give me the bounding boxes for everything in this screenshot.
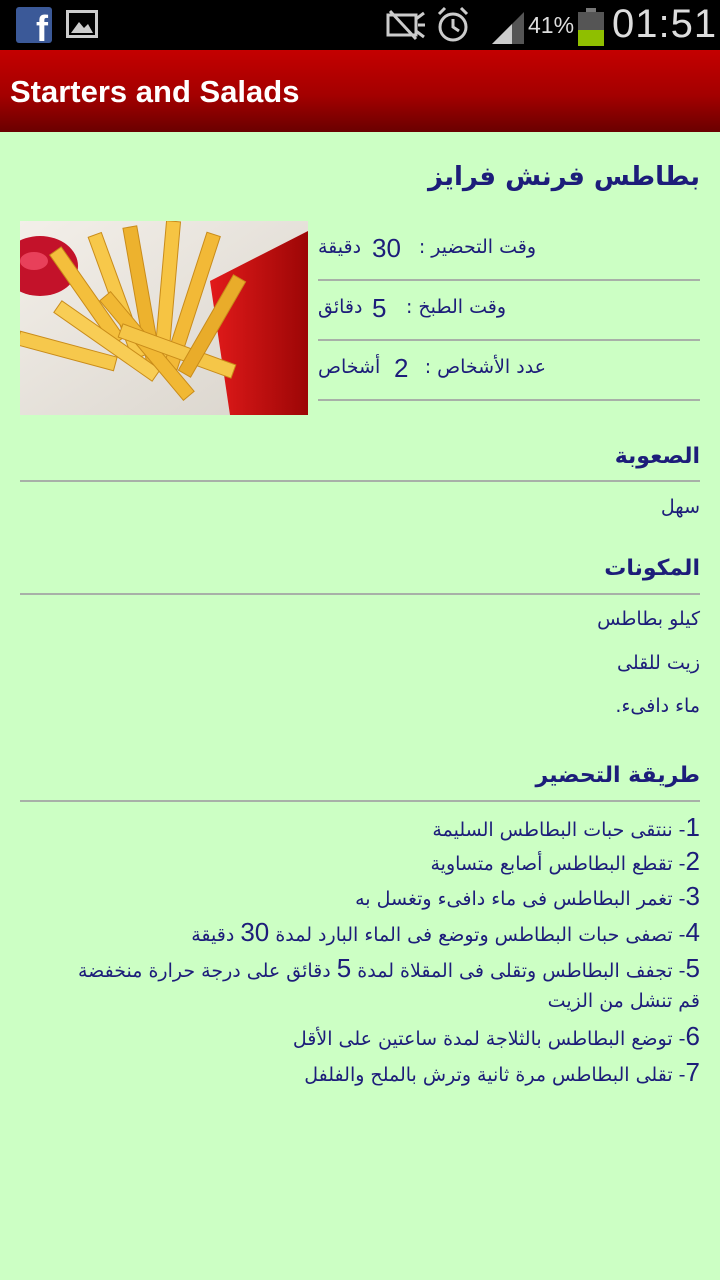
battery-icon [578,8,604,46]
prep-time-label: وقت التحضير : [418,236,536,258]
step-number: 6 [685,1021,700,1051]
gallery-icon [66,10,98,38]
method-step [430,846,700,877]
recipe-photo [20,221,308,415]
clock: 01:51 [612,2,718,46]
ingredient-item: ماء دافىء. [615,695,700,717]
cook-time-unit: دقائق [318,296,363,318]
difficulty-value: سهل [660,496,700,518]
prep-time-value: 30 [372,233,401,263]
mute-icon [384,9,426,41]
ingredient-item: كيلو بطاطس [597,608,700,630]
divider [20,593,700,595]
step-text-tail: دقيقة [191,924,235,946]
recipe-content[interactable] [0,132,720,1280]
method-step [304,1057,700,1088]
step-text: - تقطع البطاطس أصابع متساوية [430,853,686,875]
method-step [191,917,700,948]
step-number: 1 [685,812,700,842]
step-text: - تجفف البطاطس وتقلى فى المقلاة لمدة [357,960,686,982]
step-text-tail: دقائق على درجة حرارة منخفضة [77,960,331,982]
method-step [432,812,700,843]
difficulty-heading: الصعوبة [614,444,700,469]
step-inline-number: 30 [240,917,270,947]
signal-icon [490,10,524,44]
step-number: 3 [685,881,700,911]
step-text: قم تنشل من الزيت [547,990,700,1012]
divider [20,800,700,802]
ingredients-heading: المكونات [604,556,700,581]
method-step [293,1021,700,1052]
cook-time-value: 5 [372,293,387,323]
step-text: - تغمر البطاطس فى ماء دافىء وتغسل به [355,888,686,910]
alarm-icon [436,6,470,44]
method-step [355,881,700,912]
prep-time-unit: دقيقة [318,236,362,258]
step-inline-number: 5 [336,953,352,983]
servings-row [318,341,700,401]
method-step-continued [548,990,700,1012]
step-number: 2 [685,846,700,876]
method-step [78,953,700,984]
facebook-icon: f [16,7,52,43]
prep-time-row [318,221,700,281]
action-bar [0,50,720,132]
cook-time-label: وقت الطبخ : [405,296,506,318]
battery-percent: 41% [528,12,575,38]
servings-unit: أشخاص [318,356,381,378]
app-title: Starters and Salads [10,74,300,109]
step-text: - تقلى البطاطس مرة ثانية وترش بالملح والفلفل [304,1064,686,1086]
method-heading: طريقة التحضير [535,763,700,788]
step-number: 5 [685,953,700,983]
recipe-title: بطاطس فرنش فرايز [428,162,700,192]
servings-label: عدد الأشخاص : [424,356,546,378]
step-number: 7 [685,1057,700,1087]
status-bar [0,0,720,50]
ingredient-item: زيت للقلى [617,652,700,674]
step-text: - ننتقى حبات البطاطس السليمة [432,819,686,841]
servings-value: 2 [394,353,409,383]
step-number: 4 [685,917,700,947]
divider [20,480,700,482]
cook-time-row [318,281,700,341]
step-text: - توضع البطاطس بالثلاجة لمدة ساعتين على الأقل [292,1028,686,1050]
step-text: - تصفى حبات البطاطس وتوضع فى الماء البارد لمدة [275,924,686,946]
